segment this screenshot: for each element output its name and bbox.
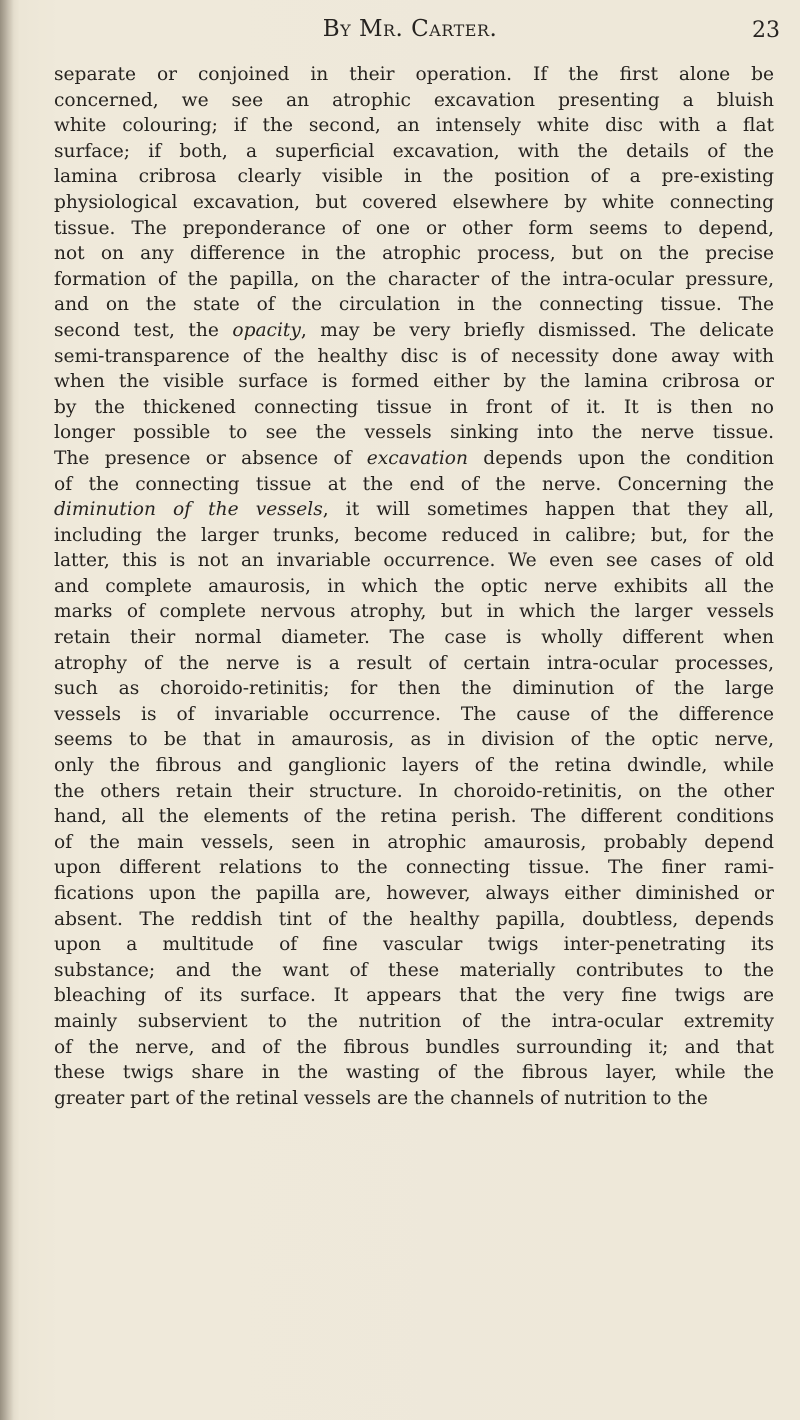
text-line bbox=[54, 907, 774, 933]
text-segment: and complete amaurosis, in which the optic nerve exhibits all the bbox=[54, 575, 774, 597]
text-line bbox=[54, 651, 774, 677]
text-line bbox=[54, 497, 774, 523]
text-segment: of the main vessels, seen in atrophic amaurosis, probably depend bbox=[54, 831, 774, 853]
text-segment: the others retain their structure. In choroido-retinitis, on the other bbox=[54, 780, 774, 802]
text-line bbox=[54, 318, 774, 344]
text-line bbox=[54, 241, 774, 267]
text-line bbox=[54, 574, 774, 600]
text-segment: such as choroido-retinitis; for then the diminution of the large bbox=[54, 678, 774, 700]
text-segment: separate or conjoined in their operation. If the first alone be bbox=[54, 64, 774, 85]
text-line bbox=[54, 727, 774, 753]
text-line bbox=[54, 753, 774, 779]
text-segment: second test, the bbox=[54, 319, 233, 341]
text-line bbox=[54, 472, 774, 498]
italic-phrase: opacity bbox=[232, 319, 301, 341]
text-line bbox=[54, 625, 774, 651]
text-segment: The presence or absence of bbox=[54, 447, 367, 469]
text-line bbox=[54, 164, 774, 190]
text-line bbox=[54, 62, 774, 88]
text-line bbox=[54, 599, 774, 625]
text-line bbox=[54, 548, 774, 574]
running-title: By Mr. Carter. bbox=[322, 16, 498, 42]
text-segment: and on the state of the circulation in the connecting tissue. The bbox=[54, 294, 774, 316]
text-line bbox=[54, 216, 774, 242]
binding-gutter-shadow bbox=[0, 0, 14, 1420]
text-segment: seems to be that in amaurosis, as in division of the optic nerve, bbox=[54, 729, 774, 751]
italic-phrase: excavation bbox=[366, 447, 468, 469]
text-line bbox=[54, 113, 774, 139]
italic-phrase: diminution of the vessels bbox=[54, 499, 323, 521]
text-segment: when the visible surface is formed either by the lamina cribrosa or bbox=[54, 371, 774, 393]
text-line bbox=[54, 88, 774, 114]
text-segment: by the thickened connecting tissue in front of it. It is then no bbox=[54, 396, 774, 418]
text-segment: absent. The reddish tint of the healthy papilla, doubtless, depends bbox=[54, 908, 774, 930]
text-line bbox=[54, 1009, 774, 1035]
text-line bbox=[54, 1086, 774, 1112]
text-line bbox=[54, 676, 774, 702]
text-segment: upon different relations to the connecting tissue. The finer rami- bbox=[54, 857, 774, 879]
text-line bbox=[54, 983, 774, 1009]
text-segment: greater part of the retinal vessels are the channels of nutrition to the bbox=[54, 1087, 708, 1109]
text-line bbox=[54, 395, 774, 421]
text-line bbox=[54, 932, 774, 958]
text-segment: formation of the papilla, on the character of the intra-ocular pressure, bbox=[54, 268, 774, 290]
text-segment: fications upon the papilla are, however, always either diminished or bbox=[54, 883, 774, 904]
text-segment: white colouring; if the second, an intensely white disc with a flat bbox=[54, 115, 774, 137]
text-line bbox=[54, 267, 774, 293]
text-segment: surface; if both, a superficial excavation, with the details of the bbox=[54, 140, 774, 162]
text-segment: concerned, we see an atrophic excavation presenting a bluish bbox=[54, 89, 774, 111]
text-segment: , may be very briefly dismissed. The delicate bbox=[300, 319, 774, 341]
text-line bbox=[54, 139, 774, 165]
text-line bbox=[54, 881, 774, 907]
text-segment: bleaching of its surface. It appears that the very fine twigs are bbox=[54, 985, 774, 1007]
text-line bbox=[54, 830, 774, 856]
text-segment: upon a multitude of fine vascular twigs inter-penetrating its bbox=[54, 934, 774, 956]
text-line bbox=[54, 292, 774, 318]
text-segment: of the nerve, and of the fibrous bundles surrounding it; and that bbox=[54, 1036, 774, 1058]
text-line bbox=[54, 958, 774, 984]
text-line bbox=[54, 523, 774, 549]
text-line bbox=[54, 1035, 774, 1061]
text-segment: vessels is of invariable occurrence. The cause of the difference bbox=[54, 703, 774, 725]
text-segment: of the connecting tissue at the end of the nerve. Concerning the bbox=[54, 473, 774, 495]
text-line bbox=[54, 804, 774, 830]
text-segment: hand, all the elements of the retina perish. The different conditions bbox=[54, 806, 774, 828]
text-line bbox=[54, 369, 774, 395]
text-segment: longer possible to see the vessels sinking into the nerve tissue. bbox=[54, 422, 774, 444]
text-segment: including the larger trunks, become reduced in calibre; but, for the bbox=[54, 524, 774, 546]
text-segment: atrophy of the nerve is a result of certain intra-ocular processes, bbox=[54, 652, 774, 674]
text-segment: physiological excavation, but covered elsewhere by white connecting bbox=[54, 191, 774, 213]
text-segment: not on any difference in the atrophic process, but on the precise bbox=[54, 243, 774, 265]
text-segment: semi-transparence of the healthy disc is of necessity done away with bbox=[54, 345, 774, 367]
text-segment: these twigs share in the wasting of the fibrous layer, while the bbox=[54, 1062, 774, 1084]
text-segment: marks of complete nervous atrophy, but in which the larger vessels bbox=[54, 601, 774, 623]
text-segment: depends upon the condition bbox=[467, 447, 774, 469]
text-segment: retain their normal diameter. The case is wholly different when bbox=[54, 627, 774, 649]
text-segment: latter, this is not an invariable occurrence. We even see cases of old bbox=[54, 550, 774, 572]
text-line bbox=[54, 855, 774, 881]
page-number: 23 bbox=[752, 18, 780, 43]
text-segment: only the fibrous and ganglionic layers of the retina dwindle, while bbox=[54, 755, 774, 777]
text-line bbox=[54, 446, 774, 472]
running-head bbox=[40, 6, 780, 54]
body-text bbox=[54, 62, 774, 1111]
text-line bbox=[54, 702, 774, 728]
text-line bbox=[54, 779, 774, 805]
text-line bbox=[54, 1060, 774, 1086]
text-line bbox=[54, 190, 774, 216]
text-segment: , it will sometimes happen that they all, bbox=[322, 499, 774, 521]
text-line bbox=[54, 344, 774, 370]
text-line bbox=[54, 420, 774, 446]
text-segment: substance; and the want of these materially contributes to the bbox=[54, 959, 774, 981]
text-segment: mainly subservient to the nutrition of the intra-ocular extremity bbox=[54, 1010, 774, 1032]
text-segment: lamina cribrosa clearly visible in the position of a pre-existing bbox=[54, 166, 774, 188]
text-segment: tissue. The preponderance of one or other form seems to depend, bbox=[54, 217, 774, 239]
